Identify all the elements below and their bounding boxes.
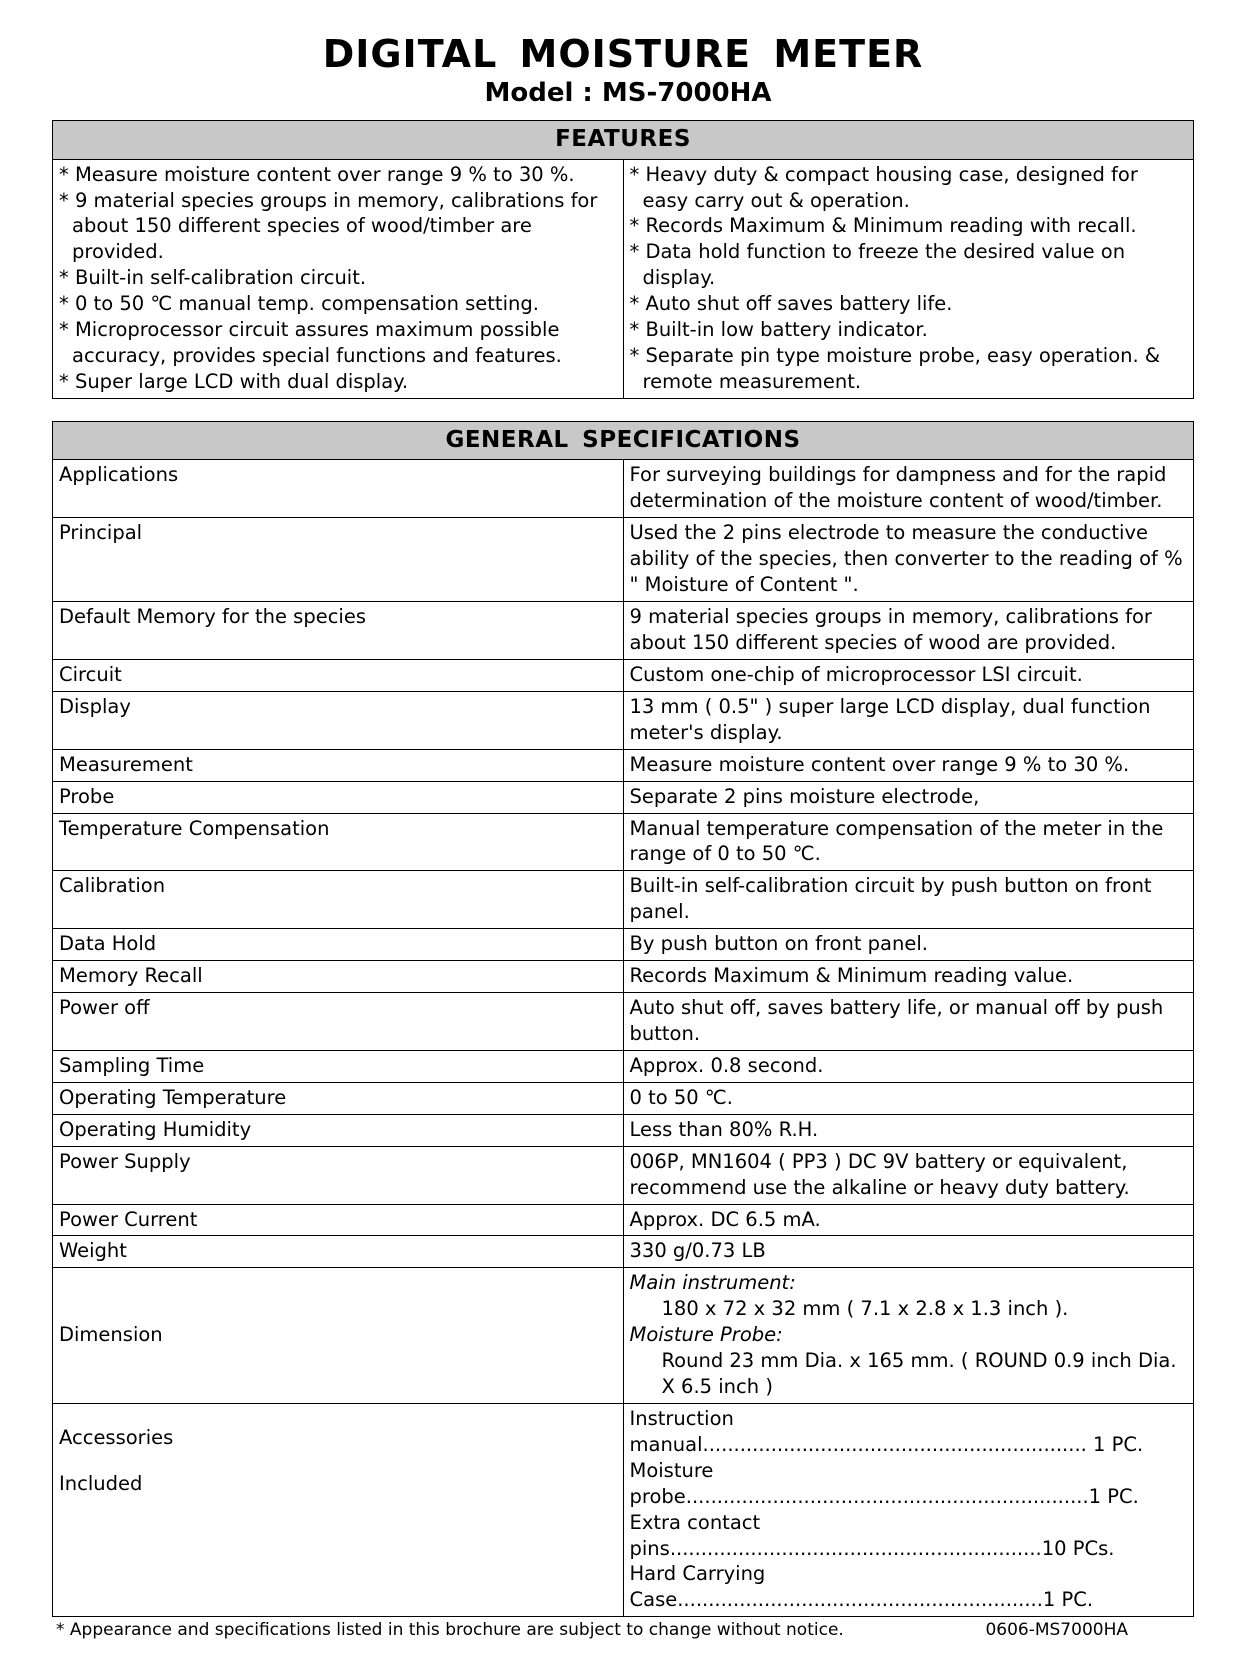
footer-document-code: 0606-MS7000HA [985,1620,1128,1641]
spec-value: Records Maximum & Minimum reading value. [623,961,1194,993]
spec-value: Auto shut off, saves battery life, or manual off by push button. [623,993,1194,1051]
feature-item: * Built-in self-calibration circuit. [59,266,367,290]
table-row [53,993,1194,1051]
spec-label: Calibration [53,871,624,929]
spec-value: Custom one-chip of microprocessor LSI circuit. [623,659,1194,691]
model-subtitle: Model : MS-7000HA [484,78,772,108]
spec-label: Power Current [53,1204,624,1236]
spec-value: 9 material species groups in memory, calibrations for about 150 different species of wood are provided. [623,602,1194,660]
dimension-main-label: Main instrument: [629,1271,796,1295]
table-row [53,659,1194,691]
feature-item: * 0 to 50 ℃ manual temp. compensation setting. [59,292,539,316]
spec-value: By push button on front panel. [623,929,1194,961]
spec-label: Dimension [53,1268,624,1404]
spec-value: Manual temperature compensation of the meter in the range of 0 to 50 ℃. [623,813,1194,871]
spec-value: Measure moisture content over range 9 % to 30 %. [623,749,1194,781]
feature-item: * Microprocessor circuit assures maximum possible accuracy, provides special functions and features. [59,318,562,368]
spec-value: Separate 2 pins moisture electrode, [623,781,1194,813]
spec-value: 0 to 50 ℃. [623,1082,1194,1114]
spec-value: Less than 80% R.H. [623,1114,1194,1146]
feature-item: * Data hold function to freeze the desired value on display. [629,240,1126,290]
table-row [53,518,1194,602]
dimension-probe-label: Moisture Probe: [629,1323,783,1347]
spec-value [623,1268,1194,1404]
table-row [53,460,1194,518]
spec-label: Power off [53,993,624,1051]
feature-item: * Heavy duty & compact housing case, designed for easy carry out & operation. [629,162,1138,212]
specifications-heading: GENERAL SPECIFICATIONS [53,421,1194,460]
spec-label: Default Memory for the species [53,602,624,660]
table-row [53,961,1194,993]
spec-label: Memory Recall [53,961,624,993]
spec-label: Operating Temperature [53,1082,624,1114]
table-row [53,1082,1194,1114]
features-table [52,120,1194,399]
accessory-item: Instruction manual.............................................................. 1 PC. [629,1406,1144,1456]
section-divider [52,399,1194,421]
spec-value: 13 mm ( 0.5" ) super large LCD display, dual function meter's display. [623,691,1194,749]
table-row [53,929,1194,961]
page-title: DIGITAL MOISTURE METER [322,32,924,76]
spec-value: For surveying buildings for dampness and for the rapid determination of the moisture content of wood/timber. [623,460,1194,518]
accessory-item: Moisture probe.................................................................1 PC. [629,1458,1139,1508]
dimension-probe-value: Round 23 mm Dia. x 165 mm. ( ROUND 0.9 inch Dia. X 6.5 inch ) [661,1349,1177,1399]
spec-value: Approx. DC 6.5 mA. [623,1204,1194,1236]
feature-item: * Measure moisture content over range 9 % to 30 %. [59,162,575,186]
features-heading: FEATURES [53,121,1194,160]
feature-item: * Super large LCD with dual display. [59,369,409,393]
spec-label: Operating Humidity [53,1114,624,1146]
feature-item: * Separate pin type moisture probe, easy operation. & remote measurement. [629,344,1161,393]
accessories-label-line2: Included [59,1471,143,1495]
spec-value: Built-in self-calibration circuit by push button on front panel. [623,871,1194,929]
spec-label: Display [53,691,624,749]
table-row [53,691,1194,749]
table-row [53,781,1194,813]
table-row-accessories [53,1403,1194,1616]
features-left-column [53,159,624,398]
table-row [53,1146,1194,1204]
spec-label: Weight [53,1236,624,1268]
accessories-label-line1: Accessories [59,1426,174,1450]
table-row [53,1050,1194,1082]
table-row [53,1236,1194,1268]
spec-label [53,1403,624,1616]
feature-item: * Auto shut off saves battery life. [629,292,953,316]
accessory-item: Hard Carrying Case...........................................................1 PC. [629,1562,1094,1612]
page-footer [52,1620,1194,1640]
specifications-table [52,421,1194,1617]
spec-label: Temperature Compensation [53,813,624,871]
table-row-dimension [53,1268,1194,1404]
dimension-main-value: 180 x 72 x 32 mm ( 7.1 x 2.8 x 1.3 inch ). [661,1297,1069,1321]
accessory-item: Extra contact pins............................................................10 PCs. [629,1510,1115,1560]
feature-item: * 9 material species groups in memory, calibrations for about 150 different species of wood/timber are provided. [59,188,598,264]
spec-value: Approx. 0.8 second. [623,1050,1194,1082]
table-row [53,1114,1194,1146]
spec-value [623,1403,1194,1616]
spec-value: Used the 2 pins electrode to measure the conductive ability of the species, then converter to the reading of % " Moisture of Content ". [623,518,1194,602]
spec-label: Data Hold [53,929,624,961]
spec-label: Power Supply [53,1146,624,1204]
spec-label: Sampling Time [53,1050,624,1082]
spec-label: Probe [53,781,624,813]
features-right-column [623,159,1194,398]
spec-value: 006P, MN1604 ( PP3 ) DC 9V battery or equivalent, recommend use the alkaline or heavy duty battery. [623,1146,1194,1204]
spec-label: Principal [53,518,624,602]
spec-label: Applications [53,460,624,518]
table-row [53,871,1194,929]
table-row [53,602,1194,660]
table-row [53,1204,1194,1236]
footer-note: * Appearance and specifications listed in this brochure are subject to change without notice. [56,1620,844,1641]
feature-item: * Records Maximum & Minimum reading with recall. [629,214,1137,238]
spec-value: 330 g/0.73 LB [623,1236,1194,1268]
spec-label: Circuit [53,659,624,691]
feature-item: * Built-in low battery indicator. [629,318,928,342]
spec-label: Measurement [53,749,624,781]
table-row [53,813,1194,871]
table-row [53,749,1194,781]
